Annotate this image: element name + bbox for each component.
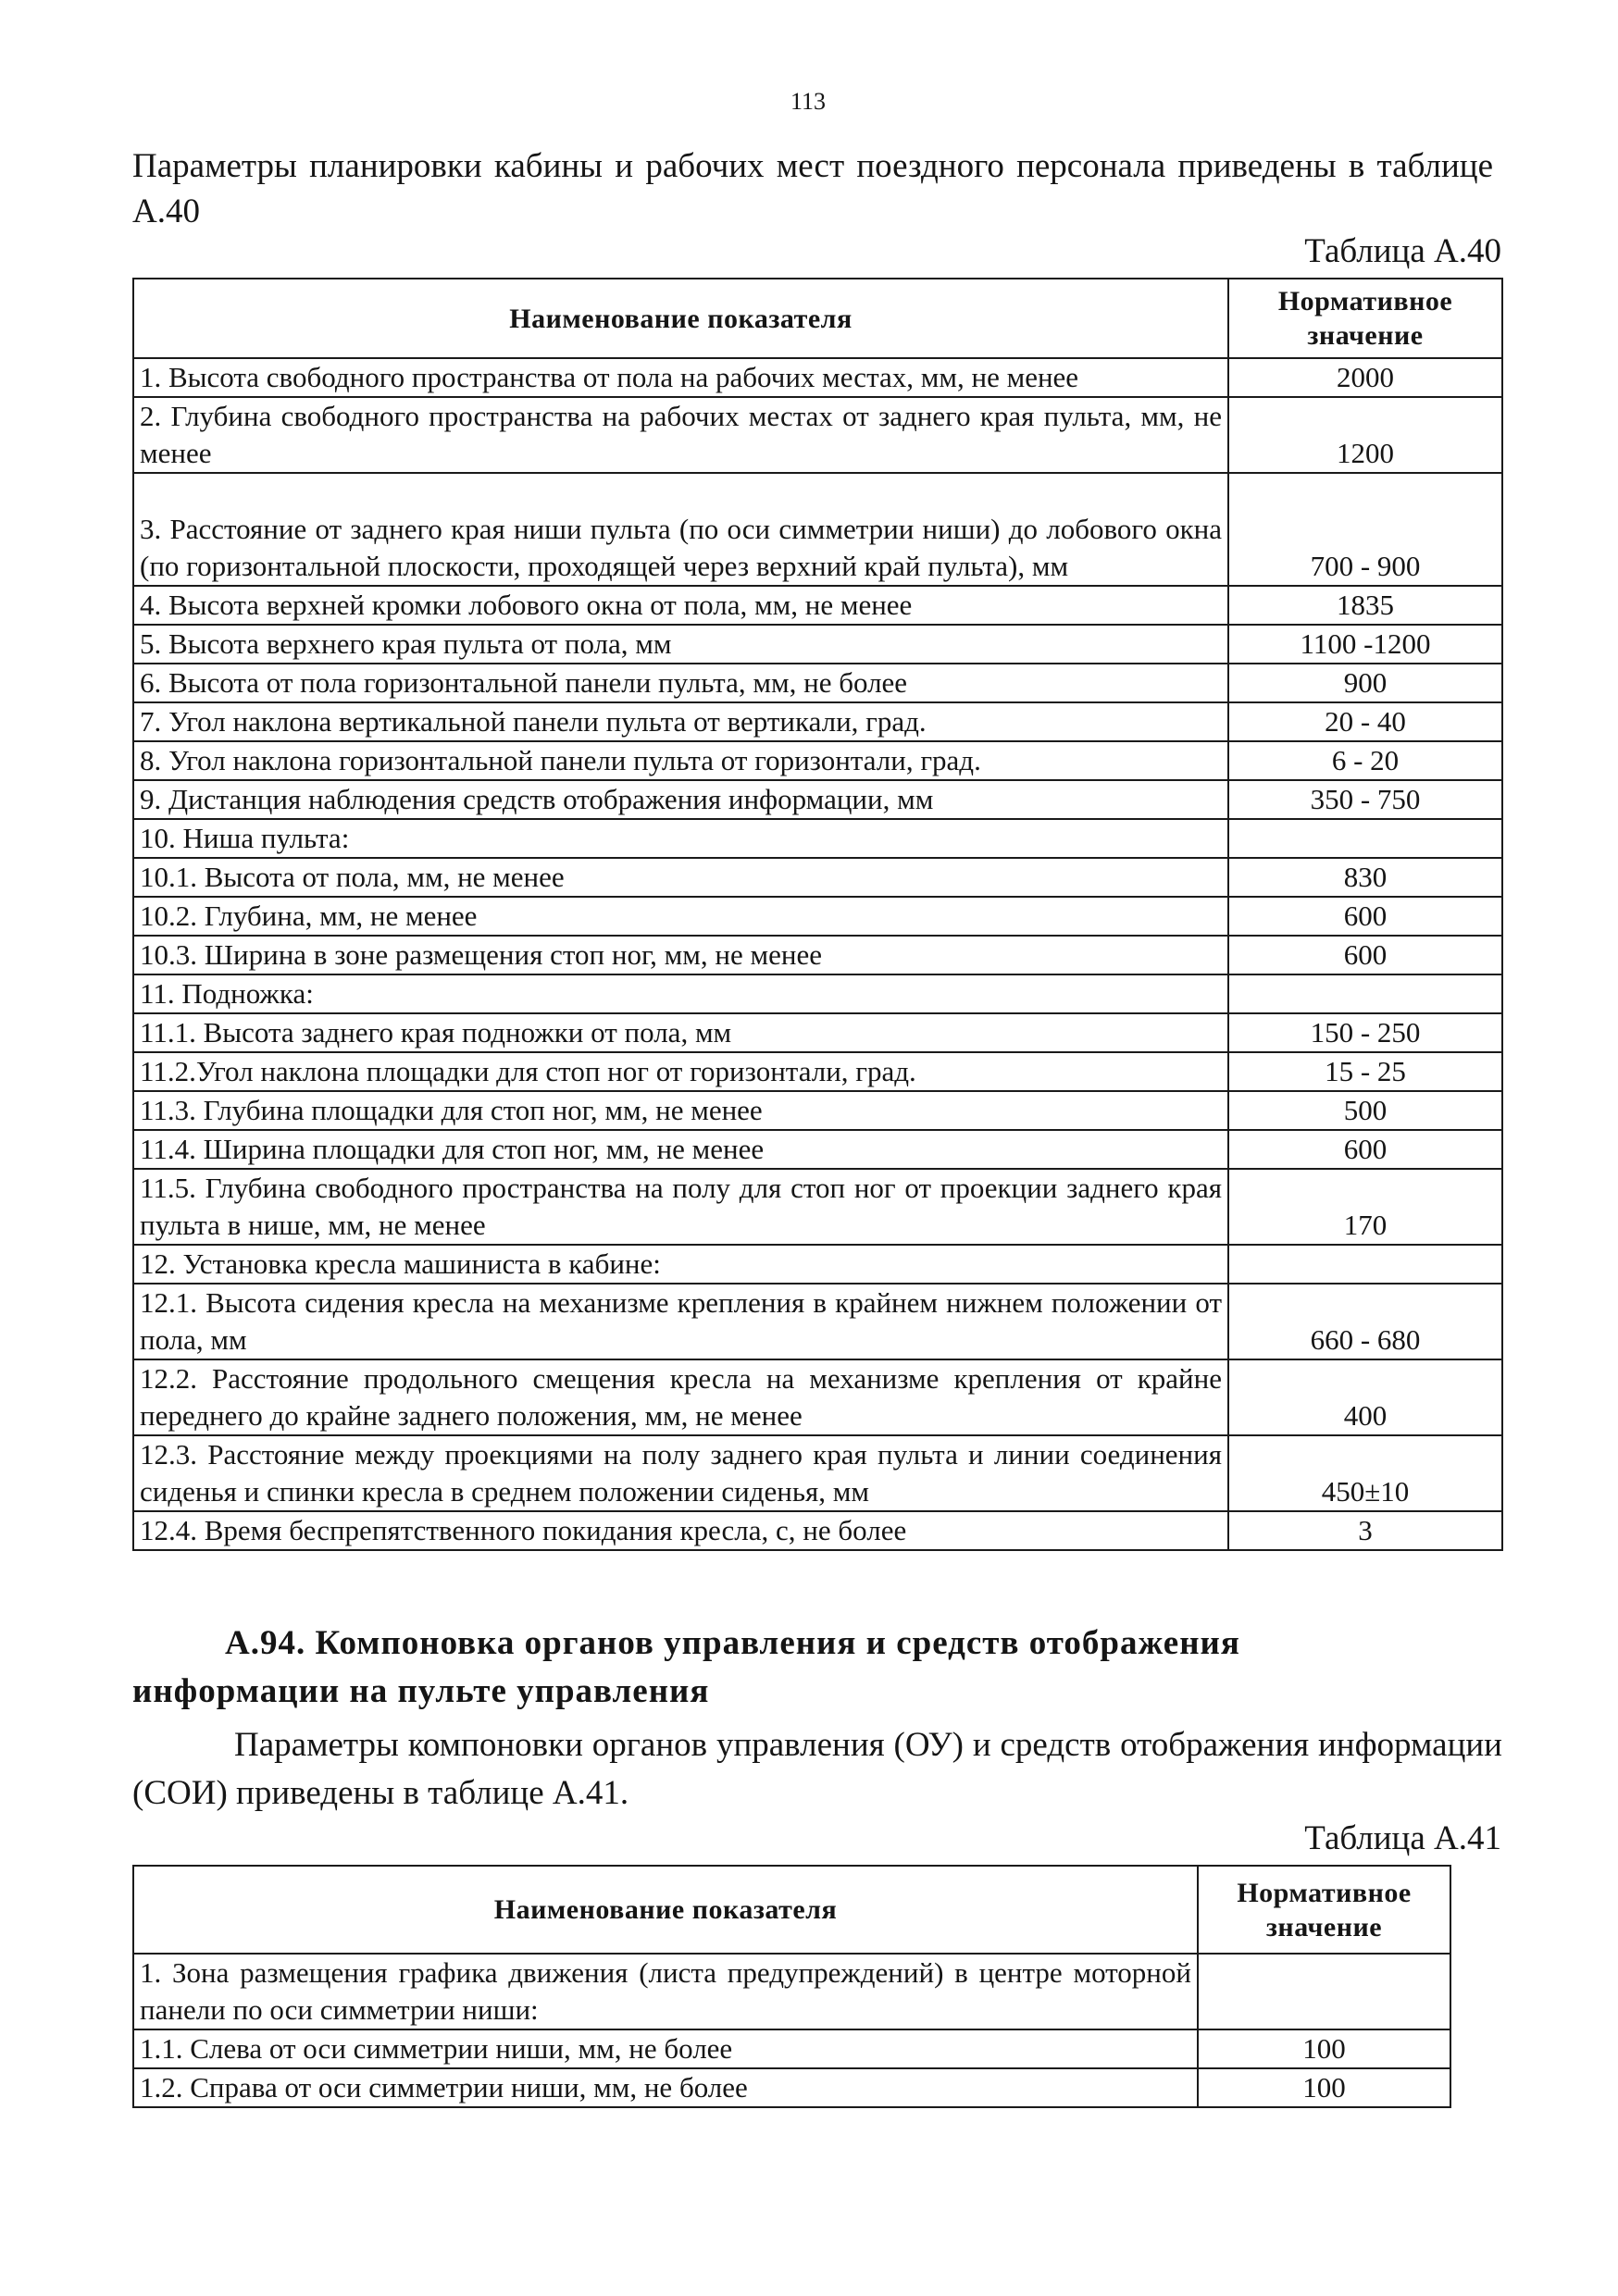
section-heading [132,1620,1493,1716]
table-row [133,780,1502,819]
table-row [133,1130,1502,1169]
table-row [133,1052,1502,1091]
row-name: 2. Глубина свободного пространства на рабочих местах от заднего края пульта, мм, не менее [133,397,1228,473]
row-name: 9. Дистанция наблюдения средств отображения информации, мм [133,780,1228,819]
table-header-name: Наименование показателя [133,1866,1198,1954]
table-a41-caption: Таблица А.41 [1304,1819,1501,1857]
table-row [133,1169,1502,1245]
row-name: 10.2. Глубина, мм, не менее [133,897,1228,936]
table-row [133,625,1502,664]
table-row [133,2029,1450,2068]
row-name: 12.2. Расстояние продольного смещения кресла на механизме крепления от крайне переднего до крайне заднего положения, мм, не менее [133,1359,1228,1435]
row-value: 600 [1228,936,1502,974]
row-name: 11.1. Высота заднего края подножки от пола, мм [133,1013,1228,1052]
row-value [1198,1954,1450,2029]
table-row [133,1284,1502,1359]
row-value: 450±10 [1228,1435,1502,1511]
row-name: 10. Ниша пульта: [133,819,1228,858]
row-name: 11. Подножка: [133,974,1228,1013]
row-value: 150 - 250 [1228,1013,1502,1052]
row-value: 20 - 40 [1228,702,1502,741]
table-row [133,586,1502,625]
page-number: 113 [790,88,827,115]
row-name: 11.3. Глубина площадки для стоп ног, мм, не менее [133,1091,1228,1130]
row-value: 15 - 25 [1228,1052,1502,1091]
row-name: 1.2. Справа от оси симметрии ниши, мм, не более [133,2068,1198,2107]
row-name: 11.4. Ширина площадки для стоп ног, мм, не менее [133,1130,1228,1169]
row-name: 10.1. Высота от пола, мм, не менее [133,858,1228,897]
table-row [133,358,1502,397]
row-name: 1. Высота свободного пространства от пола на рабочих местах, мм, не менее [133,358,1228,397]
row-name: 8. Угол наклона горизонтальной панели пульта от горизонтали, град. [133,741,1228,780]
row-name: 5. Высота верхнего края пульта от пола, мм [133,625,1228,664]
row-value: 400 [1228,1359,1502,1435]
row-value: 3 [1228,1511,1502,1550]
table-row [133,1245,1502,1284]
row-value: 100 [1198,2068,1450,2107]
row-value [1228,819,1502,858]
table-row [133,819,1502,858]
row-value: 350 - 750 [1228,780,1502,819]
row-value: 500 [1228,1091,1502,1130]
row-name: 3. Расстояние от заднего края ниши пульта (по оси симметрии ниши) до лобового окна (по горизонтальной плоскости, проходящей через верхний край пульта), мм [133,473,1228,586]
row-value: 2000 [1228,358,1502,397]
row-value: 1835 [1228,586,1502,625]
table-row [133,664,1502,702]
table-row [133,897,1502,936]
row-name: 4. Высота верхней кромки лобового окна от пола, мм, не менее [133,586,1228,625]
row-value: 830 [1228,858,1502,897]
table-row [133,741,1502,780]
table-row [133,936,1502,974]
row-value: 600 [1228,1130,1502,1169]
row-value: 100 [1198,2029,1450,2068]
row-name: 11.2.Угол наклона площадки для стоп ног от горизонтали, град. [133,1052,1228,1091]
table-a41 [132,1865,1451,2108]
section-title-line2: информации на пульте управления [132,1672,710,1710]
row-name: 7. Угол наклона вертикальной панели пульта от вертикали, град. [133,702,1228,741]
table-row [133,473,1502,586]
table-a40-caption: Таблица А.40 [1304,232,1501,270]
table-row [133,1435,1502,1511]
row-value [1228,974,1502,1013]
row-value: 1200 [1228,397,1502,473]
table-row [133,702,1502,741]
section-paragraph: Параметры компоновки органов управления (ОУ) и средств отображения информации (СОИ) приведены в таблице А.41. [132,1726,1502,1812]
row-value: 6 - 20 [1228,741,1502,780]
table-header-value: Нормативное значение [1198,1866,1450,1954]
table-row [133,2068,1450,2107]
table-header-name: Наименование показателя [133,279,1228,358]
row-name: 1.1. Слева от оси симметрии ниши, мм, не более [133,2029,1198,2068]
table-row [133,858,1502,897]
table-row [133,1954,1450,2029]
table-row [133,1013,1502,1052]
row-value: 900 [1228,664,1502,702]
row-value: 700 - 900 [1228,473,1502,586]
intro-paragraph: Параметры планировки кабины и рабочих мест поездного персонала приведены в таблице А.40 [132,147,1493,230]
table-row [133,974,1502,1013]
row-name: 12.3. Расстояние между проекциями на полу заднего края пульта и линии соединения сиденья и спинки кресла в среднем положении сиденья, мм [133,1435,1228,1511]
table-row [133,1511,1502,1550]
row-name: 12.1. Высота сидения кресла на механизме крепления в крайнем нижнем положении от пола, мм [133,1284,1228,1359]
table-header-value: Нормативное значение [1228,279,1502,358]
row-name: 11.5. Глубина свободного пространства на полу для стоп ног от проекции заднего края пульта в нише, мм, не менее [133,1169,1228,1245]
row-name: 12.4. Время беспрепятственного покидания кресла, с, не более [133,1511,1228,1550]
row-value [1228,1245,1502,1284]
row-name: 10.3. Ширина в зоне размещения стоп ног, мм, не менее [133,936,1228,974]
row-name: 6. Высота от пола горизонтальной панели пульта, мм, не более [133,664,1228,702]
table-a40 [132,278,1503,1551]
row-name: 12. Установка кресла машиниста в кабине: [133,1245,1228,1284]
table-row [133,1359,1502,1435]
row-name: 1. Зона размещения графика движения (листа предупреждений) в центре моторной панели по оси симметрии ниши: [133,1954,1198,2029]
table-row [133,1091,1502,1130]
row-value: 600 [1228,897,1502,936]
row-value: 1100 -1200 [1228,625,1502,664]
table-row [133,397,1502,473]
row-value: 660 - 680 [1228,1284,1502,1359]
section-title-line1: А.94. Компоновка органов управления и средств отображения [225,1624,1240,1662]
row-value: 170 [1228,1169,1502,1245]
